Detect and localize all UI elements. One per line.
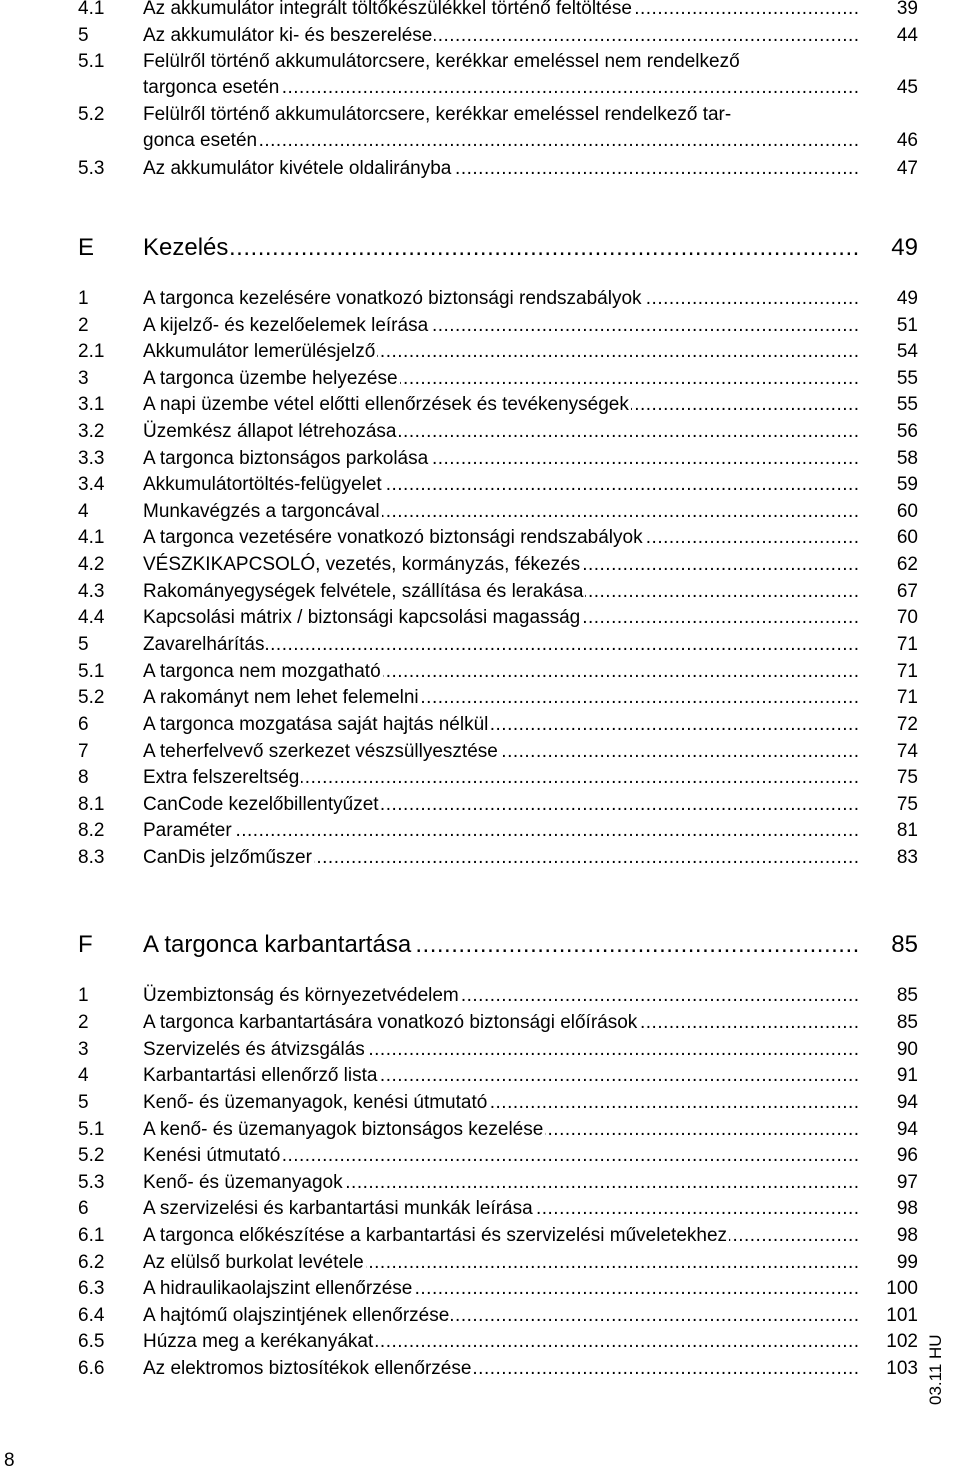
entry-number: 3.3 [78,448,105,469]
toc-entry[interactable] [78,419,918,445]
toc-entry[interactable] [78,0,918,22]
entry-page: 45 [896,77,918,98]
entry-title: A targonca előkészítése a karbantartási és szervizelési műveletekhez [143,1225,728,1246]
toc-entry[interactable] [78,1090,918,1116]
entry-title: CanDis jelzőműszer [143,847,312,868]
toc-entry[interactable] [78,1117,918,1143]
entry-number: 5 [78,634,89,655]
toc-entry[interactable] [78,446,918,472]
entry-page: 83 [896,847,918,868]
entry-page: 96 [896,1145,918,1166]
entry-number: 6.6 [78,1358,105,1379]
entry-page: 71 [896,661,918,682]
toc-entry[interactable] [78,1276,918,1302]
toc-entry[interactable] [78,49,918,101]
entry-number: 8.3 [78,847,105,868]
entry-number: 2.1 [78,341,105,362]
toc-entry[interactable] [78,739,918,765]
toc-entry[interactable] [78,685,918,711]
toc-entry[interactable] [78,392,918,418]
entry-number: 3.2 [78,421,105,442]
entry-page: 55 [896,368,918,389]
entry-number: 4.1 [78,0,105,19]
entry-page: 74 [896,741,918,762]
entry-number: 5.2 [78,687,105,708]
toc-entry[interactable] [78,472,918,498]
entry-page: 51 [896,315,918,336]
entry-page: 102 [886,1331,918,1352]
entry-number: 3.1 [78,394,105,415]
entry-title: Az akkumulátor integrált töltőkészülékkel történő feltöltése [143,0,632,19]
entry-title: A targonca biztonságos parkolása [143,448,429,469]
edition-code: 03.11 HU [926,1334,945,1405]
entry-title: Az elülső burkolat levétele [143,1252,364,1273]
entry-title: A kijelző- és kezelőelemek leírása [143,315,429,336]
chapter-letter: F [78,931,93,958]
toc-entry[interactable] [78,845,918,871]
entry-number: 5 [78,25,89,46]
toc-entry[interactable] [78,366,918,392]
entry-title: Extra felszereltség [143,767,300,788]
entry-title: Húzza meg a kerékanyákat [143,1331,374,1352]
entry-page: 72 [896,714,918,735]
toc-entry[interactable] [78,605,918,631]
toc-entry[interactable] [78,1010,918,1036]
toc-entry[interactable] [78,286,918,312]
entry-title: Akkumulátortöltés-felügyelet [143,474,382,495]
entry-title: Karbantartási ellenőrző lista [143,1065,378,1086]
toc-entry[interactable] [78,712,918,738]
entry-number: 6.4 [78,1305,105,1326]
entry-number: 5.3 [78,158,105,179]
entry-page: 39 [896,0,918,19]
entry-title-line-1: Felülről történő akkumulátorcsere, kerékkar emeléssel rendelkező tar- [143,104,732,125]
entry-page: 98 [896,1225,918,1246]
entry-page: 60 [896,527,918,548]
toc-entry[interactable] [78,552,918,578]
toc-entry[interactable] [78,1223,918,1249]
toc-entry[interactable] [78,1196,918,1222]
toc-chapter-heading[interactable] [78,929,918,961]
entry-page: 99 [896,1252,918,1273]
entry-title: A targonca üzembe helyezése [143,368,398,389]
entry-page: 67 [896,581,918,602]
entry-page: 56 [896,421,918,442]
toc-entry[interactable] [78,525,918,551]
entry-title: A targonca kezelésére vonatkozó biztonsági rendszabályok [143,288,642,309]
entry-title: A kenő- és üzemanyagok biztonságos kezelése [143,1119,544,1140]
entry-title: A targonca karbantartására vonatkozó biztonsági előírások [143,1012,638,1033]
entry-number: 5.1 [78,51,105,72]
entry-page: 44 [896,25,918,46]
entry-number: 4.4 [78,607,105,628]
page-number: 8 [4,1450,15,1471]
toc-entry[interactable] [78,23,918,49]
entry-page: 75 [896,767,918,788]
entry-number: 8.1 [78,794,105,815]
entry-title: Paraméter [143,820,232,841]
entry-number: 6.1 [78,1225,105,1246]
toc-entry[interactable] [78,818,918,844]
toc-entry[interactable] [78,632,918,658]
entry-number: 3.4 [78,474,105,495]
toc-entry[interactable] [78,659,918,685]
entry-title-line-1: Felülről történő akkumulátorcsere, kerékkar emeléssel nem rendelkező [143,51,740,72]
entry-number: 4.1 [78,527,105,548]
entry-page: 97 [896,1172,918,1193]
toc-entry[interactable] [78,983,918,1009]
entry-title: A hajtómű olajszintjének ellenőrzése [143,1305,450,1326]
toc-entry[interactable] [78,1063,918,1089]
entry-number: 6 [78,1198,89,1219]
chapter-letter: E [78,234,95,261]
toc-entry[interactable] [78,499,918,525]
entry-title: A hidraulikaolajszint ellenőrzése [143,1278,413,1299]
entry-title: Kenő- és üzemanyagok, kenési útmutató [143,1092,488,1113]
toc-chapter-heading[interactable] [78,232,918,264]
entry-number: 5.3 [78,1172,105,1193]
chapter-title: Kezelés [143,234,229,261]
entry-number: 7 [78,741,89,762]
entry-page: 49 [896,288,918,309]
entry-title-line-2: gonca esetén [143,130,258,151]
entry-title: A napi üzembe vétel előtti ellenőrzések és tevékenységek [143,394,629,415]
toc-entry[interactable] [78,1356,918,1382]
entry-title: Szervizelés és átvizsgálás [143,1039,365,1060]
entry-title: Rakományegységek felvétele, szállítása és lerakása [143,581,584,602]
toc-entry[interactable] [78,579,918,605]
entry-title: VÉSZKIKAPCSOLÓ, vezetés, kormányzás, fékezés [143,554,581,575]
entry-number: 4.2 [78,554,105,575]
entry-number: 5.1 [78,1119,105,1140]
entry-page: 103 [886,1358,918,1379]
entry-page: 85 [896,985,918,1006]
entry-page: 94 [896,1119,918,1140]
entry-page: 85 [896,1012,918,1033]
entry-title: A targonca vezetésére vonatkozó biztonsági rendszabályok [143,527,643,548]
entry-title: Akkumulátor lemerülésjelző [143,341,376,362]
entry-page: 54 [896,341,918,362]
entry-number: 8 [78,767,89,788]
entry-number: 1 [78,985,89,1006]
entry-title: Üzemkész állapot létrehozása [143,421,397,442]
entry-page: 81 [896,820,918,841]
entry-page: 94 [896,1092,918,1113]
entry-number: 5.1 [78,661,105,682]
entry-number: 3 [78,1039,89,1060]
toc-entry[interactable] [78,765,918,791]
entry-page: 101 [886,1305,918,1326]
entry-number: 5.2 [78,1145,105,1166]
toc-entry[interactable] [78,792,918,818]
entry-title: Az elektromos biztosítékok ellenőrzése [143,1358,472,1379]
entry-title: Kenő- és üzemanyagok [143,1172,343,1193]
toc-entry[interactable] [78,1170,918,1196]
entry-page: 58 [896,448,918,469]
entry-number: 4 [78,501,89,522]
entry-title: Az akkumulátor ki- és beszerelése [143,25,433,46]
entry-title: CanCode kezelőbillentyűzet [143,794,379,815]
toc-entry[interactable] [78,313,918,339]
entry-title: Kenési útmutató [143,1145,281,1166]
entry-number: 3 [78,368,89,389]
entry-number: 5 [78,1092,89,1113]
entry-number: 6.3 [78,1278,105,1299]
toc-entry[interactable] [78,102,918,154]
entry-page: 46 [896,130,918,151]
entry-number: 1 [78,288,89,309]
chapter-title: A targonca karbantartása [143,931,412,958]
entry-page: 71 [896,634,918,655]
entry-number: 8.2 [78,820,105,841]
entry-page: 91 [896,1065,918,1086]
entry-title: Zavarelhárítás [143,634,265,655]
entry-page: 71 [896,687,918,708]
entry-title: A szervizelési és karbantartási munkák leírása [143,1198,533,1219]
entry-number: 2 [78,1012,89,1033]
entry-number: 6.5 [78,1331,105,1352]
entry-page: 75 [896,794,918,815]
entry-number: 2 [78,315,89,336]
chapter-page: 49 [891,234,918,261]
toc-entry[interactable] [78,156,918,182]
entry-page: 62 [896,554,918,575]
toc-entry[interactable] [78,1143,918,1169]
entry-title: Az akkumulátor kivétele oldalirányba [143,158,452,179]
toc-entry[interactable] [78,1303,918,1329]
entry-title: A targonca mozgatása saját hajtás nélkül [143,714,489,735]
entry-page: 98 [896,1198,918,1219]
entry-number: 6 [78,714,89,735]
toc-entry[interactable] [78,1250,918,1276]
entry-number: 6.2 [78,1252,105,1273]
entry-page: 70 [896,607,918,628]
entry-page: 100 [886,1278,918,1299]
toc-entry[interactable] [78,1037,918,1063]
entry-title: A targonca nem mozgatható [143,661,381,682]
toc-entry[interactable] [78,1329,918,1355]
entry-title: Üzembiztonság és környezetvédelem [143,985,459,1006]
entry-page: 59 [896,474,918,495]
entry-page: 47 [896,158,918,179]
entry-number: 4.3 [78,581,105,602]
entry-title-line-2: targonca esetén [143,77,280,98]
entry-title: Munkavégzés a targoncával [143,501,380,522]
toc-entry[interactable] [78,339,918,365]
entry-number: 5.2 [78,104,105,125]
entry-title: Kapcsolási mátrix / biztonsági kapcsolási magasság [143,607,581,628]
entry-title: A teherfelvevő szerkezet vészsüllyesztése [143,741,498,762]
entry-page: 60 [896,501,918,522]
entry-number: 4 [78,1065,89,1086]
entry-page: 55 [896,394,918,415]
chapter-page: 85 [891,931,918,958]
entry-title: A rakományt nem lehet felemelni [143,687,419,708]
entry-page: 90 [896,1039,918,1060]
